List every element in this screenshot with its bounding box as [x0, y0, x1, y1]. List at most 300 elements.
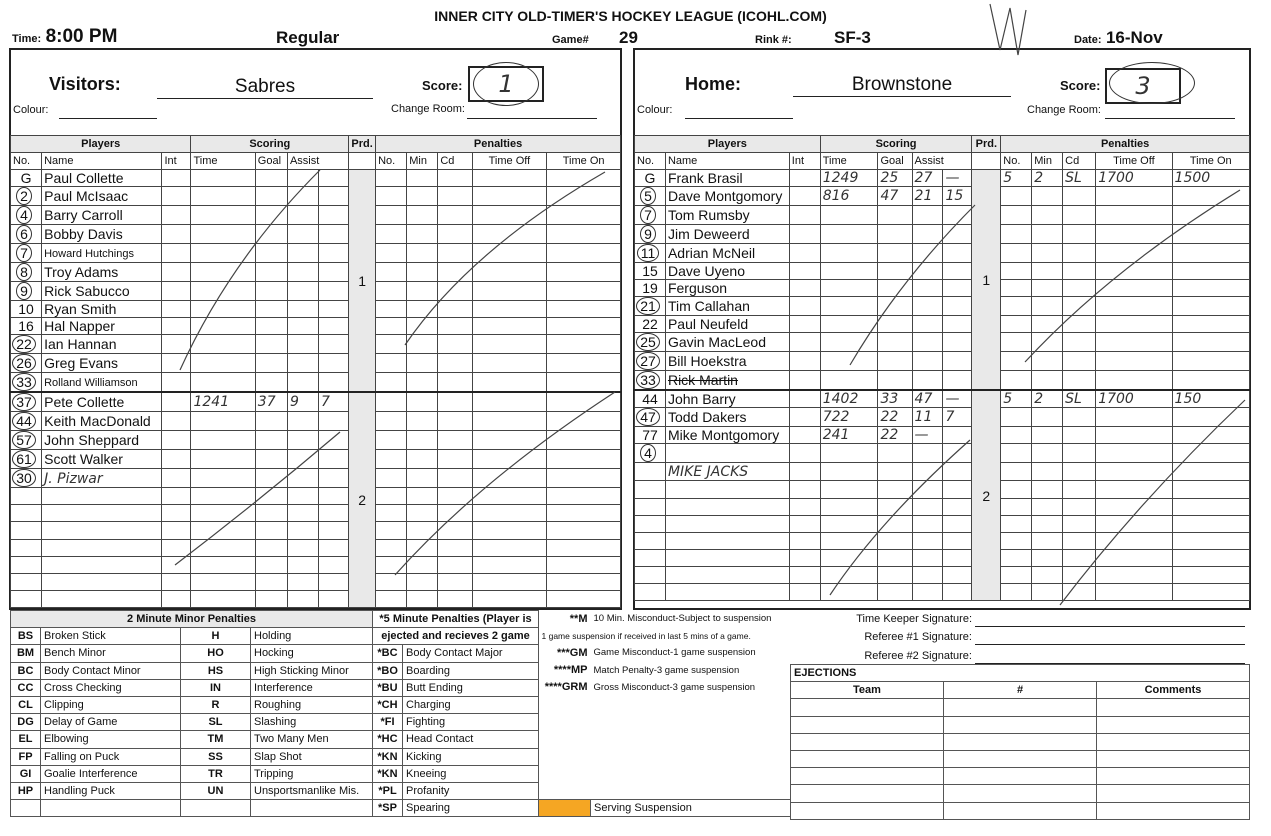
penalty-code-cell[interactable] — [438, 282, 472, 301]
penalty-code-cell[interactable] — [438, 170, 472, 187]
goal-scorer-cell[interactable] — [878, 280, 912, 297]
assist2-cell[interactable] — [943, 316, 972, 333]
assist-cell[interactable] — [912, 532, 943, 549]
penalty-min-cell[interactable] — [407, 412, 438, 431]
goal-time-cell[interactable] — [820, 297, 878, 316]
goal-time-cell[interactable]: 241 — [820, 427, 878, 444]
goal-scorer-cell[interactable] — [878, 566, 912, 583]
penalty-min-cell[interactable] — [407, 170, 438, 187]
assist2-cell[interactable] — [943, 333, 972, 352]
time-on-cell[interactable] — [1172, 187, 1249, 206]
player-row[interactable] — [635, 280, 1250, 297]
int-cell[interactable] — [162, 469, 191, 488]
penalty-player-cell[interactable] — [376, 488, 407, 505]
goal-scorer-cell[interactable] — [255, 206, 287, 225]
player-name[interactable] — [665, 280, 789, 297]
player-number[interactable] — [635, 532, 666, 549]
penalty-code-cell[interactable] — [1063, 244, 1096, 263]
player-number[interactable] — [11, 187, 42, 206]
int-cell[interactable] — [162, 590, 191, 607]
time-on-cell[interactable] — [1172, 297, 1249, 316]
time-on-cell[interactable] — [547, 556, 621, 573]
penalty-code-cell[interactable] — [438, 354, 472, 373]
penalty-code-cell[interactable] — [438, 450, 472, 469]
penalty-min-cell[interactable] — [1032, 263, 1063, 280]
goal-time-cell[interactable] — [820, 352, 878, 371]
penalty-code-cell[interactable] — [438, 318, 472, 335]
assist-cell[interactable] — [912, 566, 943, 583]
int-cell[interactable] — [789, 170, 820, 187]
int-cell[interactable] — [789, 444, 820, 463]
player-number[interactable] — [635, 352, 666, 371]
goal-scorer-cell[interactable] — [878, 549, 912, 566]
goal-scorer-cell[interactable] — [878, 481, 912, 498]
player-name[interactable] — [42, 392, 162, 412]
goal-time-cell[interactable] — [191, 318, 255, 335]
player-number[interactable] — [635, 515, 666, 532]
assist-cell[interactable] — [287, 590, 318, 607]
player-row[interactable] — [635, 316, 1250, 333]
player-row[interactable] — [11, 318, 621, 335]
player-name[interactable] — [665, 408, 789, 427]
assist2-cell[interactable] — [319, 354, 349, 373]
assist2-cell[interactable] — [943, 498, 972, 515]
goal-time-cell[interactable] — [191, 539, 255, 556]
assist-cell[interactable] — [287, 450, 318, 469]
player-name[interactable] — [665, 316, 789, 333]
time-on-cell[interactable] — [1172, 225, 1249, 244]
penalty-min-cell[interactable] — [1032, 244, 1063, 263]
goal-time-cell[interactable] — [820, 371, 878, 391]
assist2-cell[interactable]: 7 — [319, 392, 349, 412]
penalty-player-cell[interactable] — [376, 170, 407, 187]
assist2-cell[interactable] — [319, 263, 349, 282]
time-off-cell[interactable]: 1700 — [1096, 170, 1172, 187]
penalty-min-cell[interactable] — [1032, 408, 1063, 427]
penalty-player-cell[interactable] — [1001, 532, 1032, 549]
assist2-cell[interactable] — [319, 488, 349, 505]
player-row[interactable] — [635, 566, 1250, 583]
goal-scorer-cell[interactable] — [878, 498, 912, 515]
int-cell[interactable] — [162, 522, 191, 539]
penalty-code-cell[interactable] — [438, 488, 472, 505]
goal-scorer-cell[interactable] — [878, 316, 912, 333]
penalty-min-cell[interactable] — [407, 469, 438, 488]
goal-scorer-cell[interactable] — [255, 335, 287, 354]
penalty-code-cell[interactable] — [1063, 371, 1096, 391]
time-on-cell[interactable] — [1172, 532, 1249, 549]
penalty-player-cell[interactable] — [1001, 297, 1032, 316]
player-number[interactable] — [11, 301, 42, 318]
player-name[interactable] — [665, 481, 789, 498]
player-row[interactable] — [635, 408, 1250, 427]
goal-time-cell[interactable] — [191, 354, 255, 373]
penalty-code-cell[interactable] — [438, 301, 472, 318]
player-row[interactable] — [635, 390, 1250, 408]
goal-scorer-cell[interactable] — [255, 170, 287, 187]
player-name[interactable] — [42, 450, 162, 469]
int-cell[interactable] — [789, 280, 820, 297]
goal-time-cell[interactable] — [191, 556, 255, 573]
goal-time-cell[interactable] — [191, 373, 255, 393]
player-number[interactable] — [635, 584, 666, 601]
ejection-row[interactable] — [791, 768, 1250, 785]
assist-cell[interactable] — [287, 170, 318, 187]
goal-scorer-cell[interactable] — [878, 263, 912, 280]
time-on-cell[interactable] — [547, 431, 621, 450]
player-name[interactable] — [42, 187, 162, 206]
assist-cell[interactable] — [912, 515, 943, 532]
penalty-code-cell[interactable] — [438, 522, 472, 539]
player-name[interactable] — [665, 263, 789, 280]
int-cell[interactable] — [789, 316, 820, 333]
penalty-player-cell[interactable] — [376, 505, 407, 522]
player-number[interactable] — [635, 566, 666, 583]
time-on-cell[interactable] — [1172, 584, 1249, 601]
assist2-cell[interactable] — [943, 566, 972, 583]
player-number[interactable] — [11, 244, 42, 263]
assist-cell[interactable] — [912, 498, 943, 515]
goal-scorer-cell[interactable] — [878, 584, 912, 601]
assist2-cell[interactable]: 15 — [943, 187, 972, 206]
player-name[interactable] — [665, 206, 789, 225]
int-cell[interactable] — [789, 584, 820, 601]
player-name[interactable] — [42, 556, 162, 573]
time-on-cell[interactable] — [547, 412, 621, 431]
penalty-player-cell[interactable] — [1001, 225, 1032, 244]
penalty-min-cell[interactable] — [407, 244, 438, 263]
int-cell[interactable] — [162, 335, 191, 354]
goal-time-cell[interactable] — [820, 280, 878, 297]
int-cell[interactable] — [789, 498, 820, 515]
player-number[interactable] — [635, 390, 666, 408]
player-number[interactable] — [635, 170, 666, 187]
goal-scorer-cell[interactable] — [255, 301, 287, 318]
penalty-min-cell[interactable] — [407, 318, 438, 335]
goal-time-cell[interactable] — [191, 206, 255, 225]
assist2-cell[interactable] — [319, 431, 349, 450]
player-row[interactable] — [635, 481, 1250, 498]
assist2-cell[interactable] — [943, 444, 972, 463]
goal-scorer-cell[interactable] — [878, 206, 912, 225]
time-on-cell[interactable] — [547, 539, 621, 556]
penalty-code-cell[interactable] — [1063, 584, 1096, 601]
penalty-player-cell[interactable] — [376, 450, 407, 469]
penalty-min-cell[interactable] — [1032, 333, 1063, 352]
goal-time-cell[interactable] — [191, 225, 255, 244]
penalty-min-cell[interactable] — [407, 263, 438, 282]
player-number[interactable] — [635, 408, 666, 427]
player-row[interactable] — [635, 206, 1250, 225]
player-number[interactable] — [11, 450, 42, 469]
penalty-min-cell[interactable] — [407, 450, 438, 469]
penalty-player-cell[interactable] — [1001, 549, 1032, 566]
penalty-code-cell[interactable] — [1063, 532, 1096, 549]
int-cell[interactable] — [789, 566, 820, 583]
assist-cell[interactable] — [912, 463, 943, 481]
player-name[interactable] — [42, 469, 162, 488]
time-on-cell[interactable] — [1172, 244, 1249, 263]
player-row[interactable] — [11, 263, 621, 282]
assist2-cell[interactable] — [319, 469, 349, 488]
assist2-cell[interactable] — [319, 225, 349, 244]
time-off-cell[interactable] — [1096, 427, 1172, 444]
goal-time-cell[interactable] — [820, 316, 878, 333]
goal-time-cell[interactable] — [191, 187, 255, 206]
signature-line[interactable] — [975, 626, 1245, 627]
penalty-code-cell[interactable] — [438, 573, 472, 590]
penalty-min-cell[interactable] — [407, 590, 438, 607]
player-row[interactable] — [635, 463, 1250, 481]
penalty-player-cell[interactable] — [1001, 481, 1032, 498]
penalty-min-cell[interactable] — [407, 225, 438, 244]
penalty-code-cell[interactable] — [1063, 515, 1096, 532]
time-off-cell[interactable] — [472, 354, 547, 373]
int-cell[interactable] — [162, 206, 191, 225]
player-row[interactable] — [11, 505, 621, 522]
goal-scorer-cell[interactable] — [255, 187, 287, 206]
penalty-player-cell[interactable] — [376, 431, 407, 450]
player-name[interactable] — [42, 412, 162, 431]
penalty-min-cell[interactable] — [1032, 371, 1063, 391]
penalty-code-cell[interactable] — [1063, 444, 1096, 463]
assist2-cell[interactable] — [319, 206, 349, 225]
player-number[interactable] — [11, 263, 42, 282]
ejection-row[interactable] — [791, 733, 1250, 750]
player-row[interactable] — [635, 297, 1250, 316]
assist-cell[interactable] — [912, 584, 943, 601]
player-number[interactable] — [635, 371, 666, 391]
time-on-cell[interactable] — [1172, 263, 1249, 280]
time-off-cell[interactable] — [1096, 408, 1172, 427]
goal-time-cell[interactable] — [820, 463, 878, 481]
goal-scorer-cell[interactable] — [878, 444, 912, 463]
player-row[interactable] — [11, 225, 621, 244]
goal-time-cell[interactable] — [191, 263, 255, 282]
int-cell[interactable] — [162, 392, 191, 412]
time-on-cell[interactable] — [547, 354, 621, 373]
penalty-player-cell[interactable] — [1001, 566, 1032, 583]
penalty-code-cell[interactable] — [438, 335, 472, 354]
penalty-code-cell[interactable] — [1063, 481, 1096, 498]
penalty-min-cell[interactable] — [1032, 566, 1063, 583]
assist2-cell[interactable]: — — [943, 170, 972, 187]
int-cell[interactable] — [789, 244, 820, 263]
penalty-min-cell[interactable] — [407, 335, 438, 354]
assist-cell[interactable] — [912, 316, 943, 333]
penalty-player-cell[interactable] — [1001, 333, 1032, 352]
time-on-cell[interactable] — [1172, 515, 1249, 532]
penalty-code-cell[interactable] — [438, 412, 472, 431]
penalty-code-cell[interactable] — [438, 373, 472, 393]
assist2-cell[interactable] — [319, 556, 349, 573]
goal-scorer-cell[interactable] — [255, 556, 287, 573]
player-number[interactable] — [11, 354, 42, 373]
int-cell[interactable] — [789, 549, 820, 566]
player-name[interactable] — [665, 225, 789, 244]
player-name[interactable] — [42, 590, 162, 607]
penalty-player-cell[interactable] — [376, 354, 407, 373]
assist-cell[interactable] — [912, 206, 943, 225]
goal-scorer-cell[interactable] — [255, 505, 287, 522]
time-on-cell[interactable] — [1172, 316, 1249, 333]
penalty-min-cell[interactable] — [1032, 584, 1063, 601]
penalty-min-cell[interactable] — [407, 573, 438, 590]
penalty-min-cell[interactable] — [407, 556, 438, 573]
assist-cell[interactable] — [287, 318, 318, 335]
player-number[interactable] — [11, 522, 42, 539]
time-off-cell[interactable] — [472, 335, 547, 354]
penalty-min-cell[interactable] — [407, 392, 438, 412]
player-number[interactable] — [635, 427, 666, 444]
player-number[interactable] — [11, 335, 42, 354]
player-row[interactable] — [635, 352, 1250, 371]
ejection-row[interactable] — [791, 802, 1250, 819]
penalty-code-cell[interactable] — [438, 187, 472, 206]
player-number[interactable] — [635, 263, 666, 280]
player-row[interactable] — [11, 431, 621, 450]
penalty-player-cell[interactable] — [1001, 408, 1032, 427]
penalty-min-cell[interactable] — [407, 373, 438, 393]
player-name[interactable] — [665, 444, 789, 463]
penalty-code-cell[interactable] — [1063, 263, 1096, 280]
penalty-min-cell[interactable] — [1032, 225, 1063, 244]
penalty-code-cell[interactable] — [1063, 427, 1096, 444]
player-number[interactable] — [635, 244, 666, 263]
player-row[interactable] — [11, 282, 621, 301]
goal-scorer-cell[interactable] — [255, 431, 287, 450]
assist-cell[interactable] — [912, 371, 943, 391]
penalty-player-cell[interactable] — [1001, 444, 1032, 463]
int-cell[interactable] — [789, 333, 820, 352]
player-number[interactable] — [11, 206, 42, 225]
goal-time-cell[interactable] — [191, 488, 255, 505]
goal-scorer-cell[interactable] — [255, 244, 287, 263]
goal-scorer-cell[interactable] — [255, 318, 287, 335]
goal-scorer-cell[interactable] — [255, 488, 287, 505]
player-row[interactable] — [635, 498, 1250, 515]
penalty-player-cell[interactable] — [376, 301, 407, 318]
penalty-player-cell[interactable] — [376, 412, 407, 431]
player-name[interactable] — [42, 373, 162, 393]
goal-scorer-cell[interactable] — [878, 333, 912, 352]
time-off-cell[interactable] — [1096, 584, 1172, 601]
time-off-cell[interactable] — [472, 505, 547, 522]
time-on-cell[interactable] — [1172, 427, 1249, 444]
penalty-min-cell[interactable] — [407, 539, 438, 556]
player-row[interactable] — [11, 522, 621, 539]
player-row[interactable] — [635, 244, 1250, 263]
assist2-cell[interactable] — [319, 282, 349, 301]
time-off-cell[interactable] — [1096, 280, 1172, 297]
assist2-cell[interactable] — [943, 244, 972, 263]
penalty-player-cell[interactable] — [1001, 498, 1032, 515]
goal-time-cell[interactable] — [191, 431, 255, 450]
penalty-player-cell[interactable] — [376, 225, 407, 244]
int-cell[interactable] — [162, 301, 191, 318]
goal-time-cell[interactable] — [191, 573, 255, 590]
time-off-cell[interactable] — [1096, 566, 1172, 583]
time-on-cell[interactable] — [547, 187, 621, 206]
goal-scorer-cell[interactable] — [878, 371, 912, 391]
player-name[interactable] — [665, 352, 789, 371]
goal-scorer-cell[interactable]: 25 — [878, 170, 912, 187]
penalty-player-cell[interactable] — [1001, 244, 1032, 263]
ejection-row[interactable] — [791, 750, 1250, 767]
player-row[interactable] — [635, 584, 1250, 601]
penalty-min-cell[interactable] — [407, 354, 438, 373]
penalty-player-cell[interactable] — [1001, 427, 1032, 444]
goal-scorer-cell[interactable] — [878, 225, 912, 244]
penalty-min-cell[interactable] — [1032, 352, 1063, 371]
penalty-min-cell[interactable]: 2 — [1032, 170, 1063, 187]
assist2-cell[interactable] — [943, 297, 972, 316]
assist-cell[interactable] — [287, 354, 318, 373]
player-number[interactable] — [11, 282, 42, 301]
goal-time-cell[interactable]: 816 — [820, 187, 878, 206]
player-number[interactable] — [635, 481, 666, 498]
time-off-cell[interactable] — [472, 573, 547, 590]
goal-time-cell[interactable] — [820, 263, 878, 280]
assist2-cell[interactable] — [943, 352, 972, 371]
time-off-cell[interactable] — [472, 170, 547, 187]
assist-cell[interactable] — [287, 263, 318, 282]
player-row[interactable] — [11, 412, 621, 431]
player-name[interactable] — [42, 318, 162, 335]
goal-scorer-cell[interactable] — [255, 450, 287, 469]
int-cell[interactable] — [162, 225, 191, 244]
player-name[interactable] — [42, 244, 162, 263]
int-cell[interactable] — [789, 352, 820, 371]
player-name[interactable] — [42, 431, 162, 450]
time-off-cell[interactable] — [472, 539, 547, 556]
player-number[interactable] — [11, 170, 42, 187]
penalty-code-cell[interactable] — [438, 590, 472, 607]
penalty-code-cell[interactable] — [438, 244, 472, 263]
goal-scorer-cell[interactable]: 47 — [878, 187, 912, 206]
int-cell[interactable] — [789, 225, 820, 244]
ejection-row[interactable] — [791, 716, 1250, 733]
assist2-cell[interactable] — [319, 318, 349, 335]
time-on-cell[interactable] — [547, 301, 621, 318]
time-on-cell[interactable] — [547, 522, 621, 539]
int-cell[interactable] — [162, 187, 191, 206]
penalty-min-cell[interactable] — [407, 488, 438, 505]
player-name[interactable] — [665, 498, 789, 515]
assist-cell[interactable] — [287, 469, 318, 488]
penalty-player-cell[interactable] — [376, 522, 407, 539]
time-on-cell[interactable] — [1172, 206, 1249, 225]
player-number[interactable] — [11, 373, 42, 393]
assist2-cell[interactable] — [319, 335, 349, 354]
time-off-cell[interactable] — [472, 244, 547, 263]
assist-cell[interactable] — [912, 481, 943, 498]
player-name[interactable] — [665, 532, 789, 549]
player-name[interactable] — [42, 539, 162, 556]
penalty-player-cell[interactable] — [1001, 463, 1032, 481]
player-row[interactable] — [635, 263, 1250, 280]
player-row[interactable] — [11, 573, 621, 590]
goal-time-cell[interactable] — [820, 244, 878, 263]
player-row[interactable] — [11, 373, 621, 393]
time-off-cell[interactable]: 1700 — [1096, 390, 1172, 408]
goal-scorer-cell[interactable] — [878, 297, 912, 316]
assist-cell[interactable] — [912, 444, 943, 463]
goal-time-cell[interactable] — [191, 335, 255, 354]
int-cell[interactable] — [162, 170, 191, 187]
goal-scorer-cell[interactable] — [255, 263, 287, 282]
player-name[interactable] — [42, 282, 162, 301]
